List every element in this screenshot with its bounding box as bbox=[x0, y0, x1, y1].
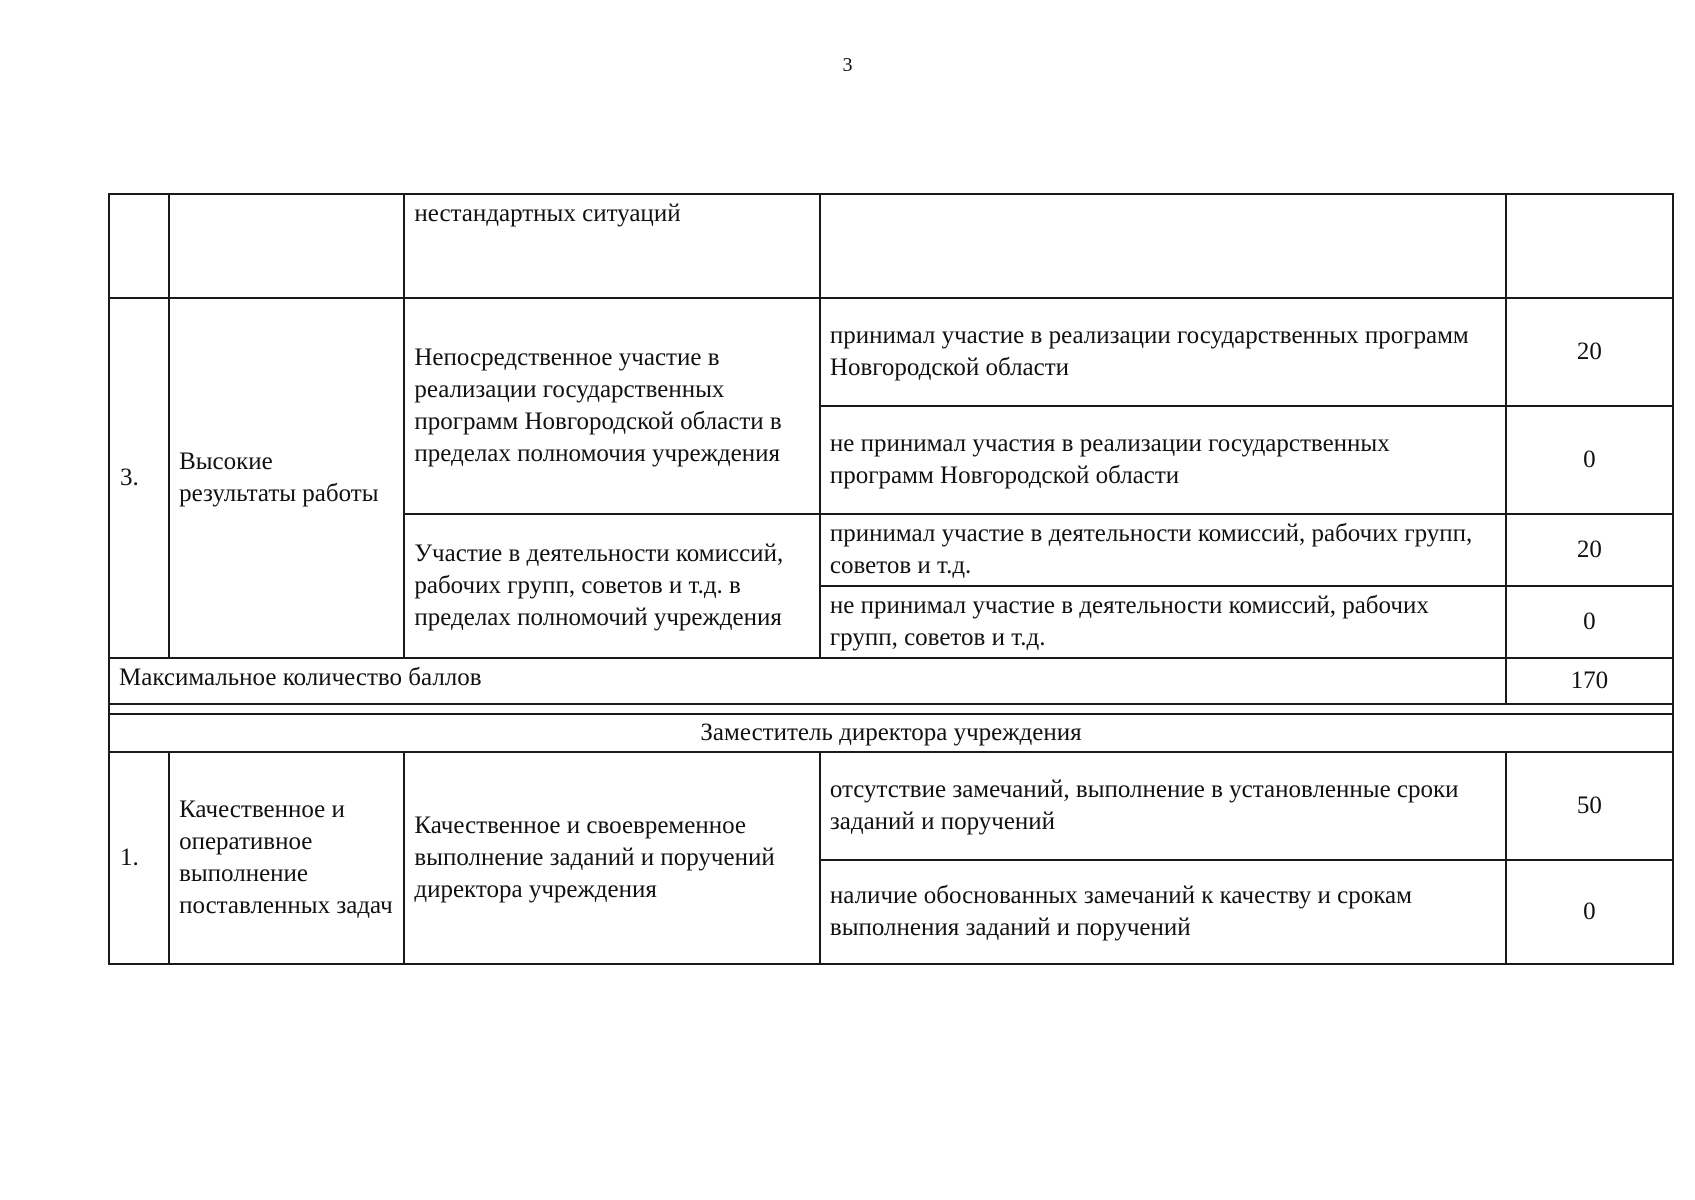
criterion-cell: Высокие результаты работы bbox=[169, 298, 404, 658]
condition-cell: наличие обоснованных замечаний к качеству и срокам выполнения заданий и поручений bbox=[820, 860, 1506, 964]
condition-cell: отсутствие замечаний, выполнение в установленные сроки заданий и поручений bbox=[820, 752, 1506, 860]
condition-cell: принимал участие в реализации государственных программ Новгородской области bbox=[820, 298, 1506, 406]
spacer-cell bbox=[109, 704, 1673, 714]
points-cell: 0 bbox=[1506, 406, 1673, 514]
condition-cell: не принимал участие в деятельности комиссий, рабочих групп, советов и т.д. bbox=[820, 586, 1506, 658]
criterion-cell bbox=[169, 194, 404, 298]
indicator-cell: Качественное и своевременное выполнение заданий и поручений директора учреждения bbox=[404, 752, 820, 964]
table-row bbox=[109, 752, 1673, 860]
points-cell: 0 bbox=[1506, 586, 1673, 658]
condition-cell: принимал участие в деятельности комиссий, рабочих групп, советов и т.д. bbox=[820, 514, 1506, 586]
condition-cell bbox=[820, 194, 1506, 298]
indicator-cell: нестандартных ситуаций bbox=[404, 194, 820, 298]
max-points-value: 170 bbox=[1506, 658, 1673, 704]
table-row-spacer bbox=[109, 704, 1673, 714]
indicator-cell: Участие в деятельности комиссий, рабочих групп, советов и т.д. в пределах полномочий учреждения bbox=[404, 514, 820, 658]
max-points-label: Максимальное количество баллов bbox=[109, 658, 1506, 704]
table-row bbox=[109, 298, 1673, 406]
points-cell: 20 bbox=[1506, 298, 1673, 406]
criterion-cell: Качественное и оперативное выполнение поставленных задач bbox=[169, 752, 404, 964]
points-cell bbox=[1506, 194, 1673, 298]
indicator-cell: Непосредственное участие в реализации государственных программ Новгородской области в пределах полномочия учреждения bbox=[404, 298, 820, 514]
criteria-table bbox=[108, 193, 1674, 965]
points-cell: 50 bbox=[1506, 752, 1673, 860]
number-cell: 3. bbox=[109, 298, 169, 658]
points-cell: 20 bbox=[1506, 514, 1673, 586]
table-row-section-title bbox=[109, 714, 1673, 752]
section-title: Заместитель директора учреждения bbox=[109, 714, 1673, 752]
number-cell: 1. bbox=[109, 752, 169, 964]
condition-cell: не принимал участия в реализации государственных программ Новгородской области bbox=[820, 406, 1506, 514]
number-cell bbox=[109, 194, 169, 298]
table-row-continuation bbox=[109, 194, 1673, 298]
table-row-max-points bbox=[109, 658, 1673, 704]
points-cell: 0 bbox=[1506, 860, 1673, 964]
page-number: 3 bbox=[842, 54, 853, 76]
